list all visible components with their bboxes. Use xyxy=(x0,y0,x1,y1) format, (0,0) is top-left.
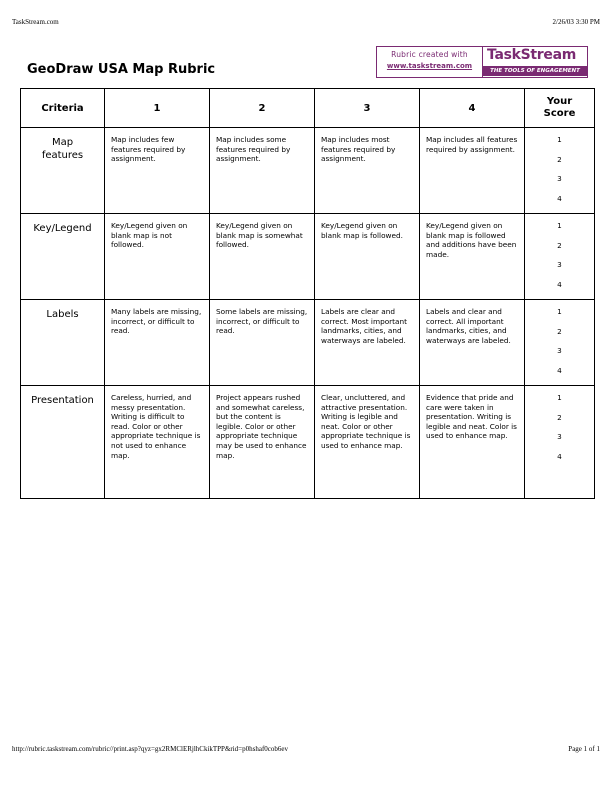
score-option: 2 xyxy=(557,154,562,164)
header-level-4: 4 xyxy=(420,89,525,128)
table-row xyxy=(21,214,595,300)
score-option: 1 xyxy=(557,221,562,230)
print-header-datetime: 2/26/03 3:30 PM xyxy=(552,18,600,26)
score-cell xyxy=(525,214,595,300)
level-3-cell: Map includes most features required by assignment. xyxy=(315,128,420,214)
header-your-score xyxy=(525,89,595,128)
print-footer-page-number: Page 1 of 1 xyxy=(568,745,600,753)
level-2-cell: Some labels are missing, incorrect, or difficult to read. xyxy=(210,300,315,386)
logo-created-with-text: Rubric created with xyxy=(391,50,468,59)
level-2-cell: Key/Legend given on blank map is somewhat followed. xyxy=(210,214,315,300)
level-3-cell: Key/Legend given on blank map is followed. xyxy=(315,214,420,300)
print-footer-url: http://rubric.taskstream.com/rubric//print.asp?qyz=gx2RMClERjlhCkikTPP&rid=p0hshaf0cob6ev xyxy=(12,745,288,753)
logo-brand-name: TaskStream xyxy=(487,47,577,63)
table-row xyxy=(21,128,595,214)
score-option: 4 xyxy=(557,279,562,289)
header-level-2: 2 xyxy=(210,89,315,128)
header-level-3: 3 xyxy=(315,89,420,128)
taskstream-logo xyxy=(376,46,588,78)
criteria-cell: Key/Legend xyxy=(21,214,105,300)
level-1-cell: Map includes few features required by assignment. xyxy=(105,128,210,214)
table-row xyxy=(21,386,595,499)
page-title: GeoDraw USA Map Rubric xyxy=(27,62,216,77)
criteria-cell: Labels xyxy=(21,300,105,386)
header-your-score-label: Your Score xyxy=(543,96,576,119)
score-cell xyxy=(525,386,595,499)
score-option: 2 xyxy=(557,240,562,250)
score-option: 4 xyxy=(557,365,562,375)
level-4-cell: Labels and clear and correct. All important landmarks, cities, and waterways are labeled. xyxy=(420,300,525,386)
logo-tagline: THE TOOLS OF ENGAGEMENT xyxy=(483,66,587,76)
print-header xyxy=(12,18,600,30)
criteria-label: Map features xyxy=(41,137,84,161)
score-cell xyxy=(525,300,595,386)
level-1-cell: Many labels are missing, incorrect, or difficult to read. xyxy=(105,300,210,386)
score-option: 2 xyxy=(557,326,562,336)
logo-url-link[interactable]: www.taskstream.com xyxy=(386,62,473,70)
rubric-table xyxy=(20,88,595,499)
table-header-row xyxy=(21,89,595,128)
header-criteria: Criteria xyxy=(21,89,105,128)
level-2-cell: Project appears rushed and somewhat careless, but the content is legible. Color or other appropriate technique may be used to enhance map. xyxy=(210,386,315,499)
level-1-cell: Careless, hurried, and messy presentation. Writing is difficult to read. Color or other appropriate technique is not used to enhance map. xyxy=(105,386,210,499)
level-1-cell: Key/Legend given on blank map is not followed. xyxy=(105,214,210,300)
criteria-cell xyxy=(21,128,105,214)
level-4-cell: Evidence that pride and care were taken in presentation. Writing is legible and neat. Color is used to enhance map. xyxy=(420,386,525,499)
score-option: 4 xyxy=(557,193,562,203)
score-option: 1 xyxy=(557,393,562,402)
table-row xyxy=(21,300,595,386)
logo-brand-panel xyxy=(482,47,587,77)
score-option: 2 xyxy=(557,412,562,422)
score-option: 3 xyxy=(557,260,562,269)
level-4-cell: Key/Legend given on blank map is followed and additions have been made. xyxy=(420,214,525,300)
level-3-cell: Labels are clear and correct. Most important landmarks, cities, and waterways are labeled. xyxy=(315,300,420,386)
score-option: 3 xyxy=(557,346,562,355)
score-option: 1 xyxy=(557,307,562,316)
score-cell xyxy=(525,128,595,214)
score-option: 3 xyxy=(557,432,562,441)
score-option: 1 xyxy=(557,135,562,144)
print-footer xyxy=(12,745,600,757)
level-4-cell: Map includes all features required by assignment. xyxy=(420,128,525,214)
level-2-cell: Map includes some features required by assignment. xyxy=(210,128,315,214)
print-header-site: TaskStream.com xyxy=(12,18,59,26)
level-3-cell: Clear, uncluttered, and attractive presentation. Writing is legible and neat. Color or other appropriate technique is used to enhance map. xyxy=(315,386,420,499)
criteria-cell: Presentation xyxy=(21,386,105,499)
header-level-1: 1 xyxy=(105,89,210,128)
logo-created-with-panel xyxy=(377,47,482,77)
score-option: 3 xyxy=(557,174,562,183)
score-option: 4 xyxy=(557,451,562,461)
